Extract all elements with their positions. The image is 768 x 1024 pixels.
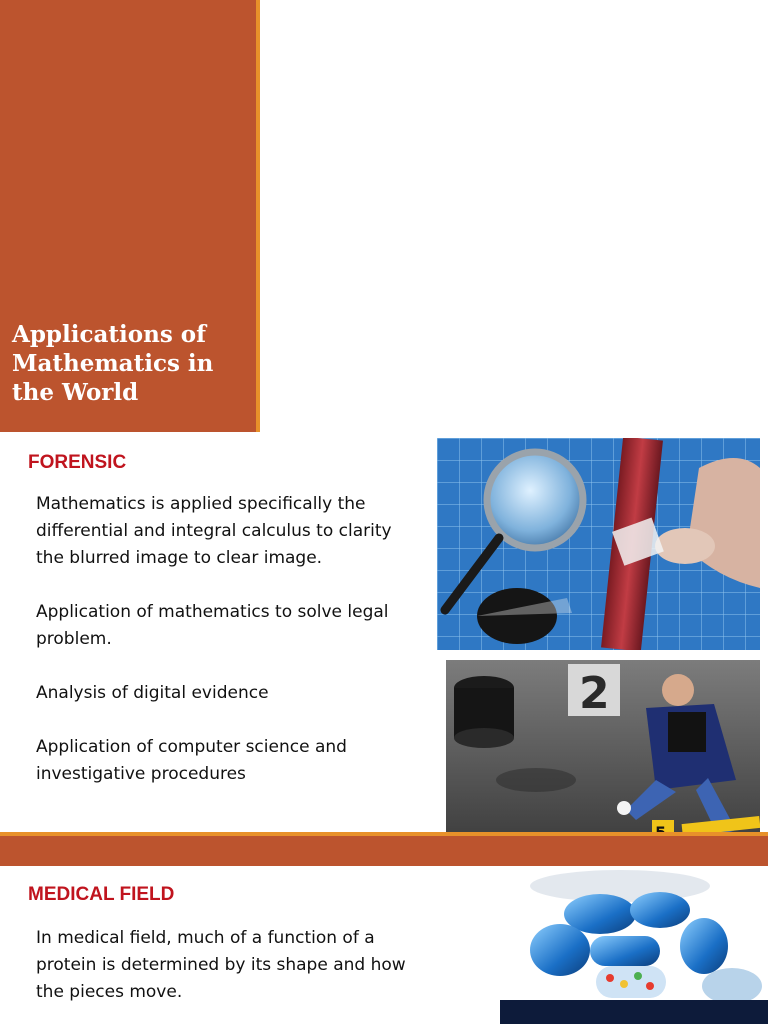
forensic-investigator-photo: [446, 660, 760, 842]
medical-heading: MEDICAL FIELD: [28, 884, 175, 905]
forensic-heading: FORENSIC: [28, 452, 127, 473]
forensic-paragraph-1: Mathematics is applied specifically the differential and integral calculus to clarity the blurred image to clear image.: [36, 494, 392, 568]
forensic-paragraph-4: Application of computer science and investigative procedures: [36, 737, 347, 784]
forensic-magnifier-photo: [437, 438, 760, 650]
title-panel-edge: [256, 0, 260, 432]
page-title: Applications of Mathematics in the World: [12, 321, 214, 406]
section-divider: [0, 836, 768, 866]
forensic-paragraph-3: Analysis of digital evidence: [36, 683, 269, 703]
medical-paragraph-1: In medical field, much of a function of a protein is determined by its shape and how the pieces move.: [36, 928, 406, 1002]
evidence-marker-2: 2: [579, 668, 610, 719]
forensic-paragraph-2: Application of mathematics to solve legal problem.: [36, 602, 389, 649]
medical-pills-photo: [500, 866, 768, 1024]
